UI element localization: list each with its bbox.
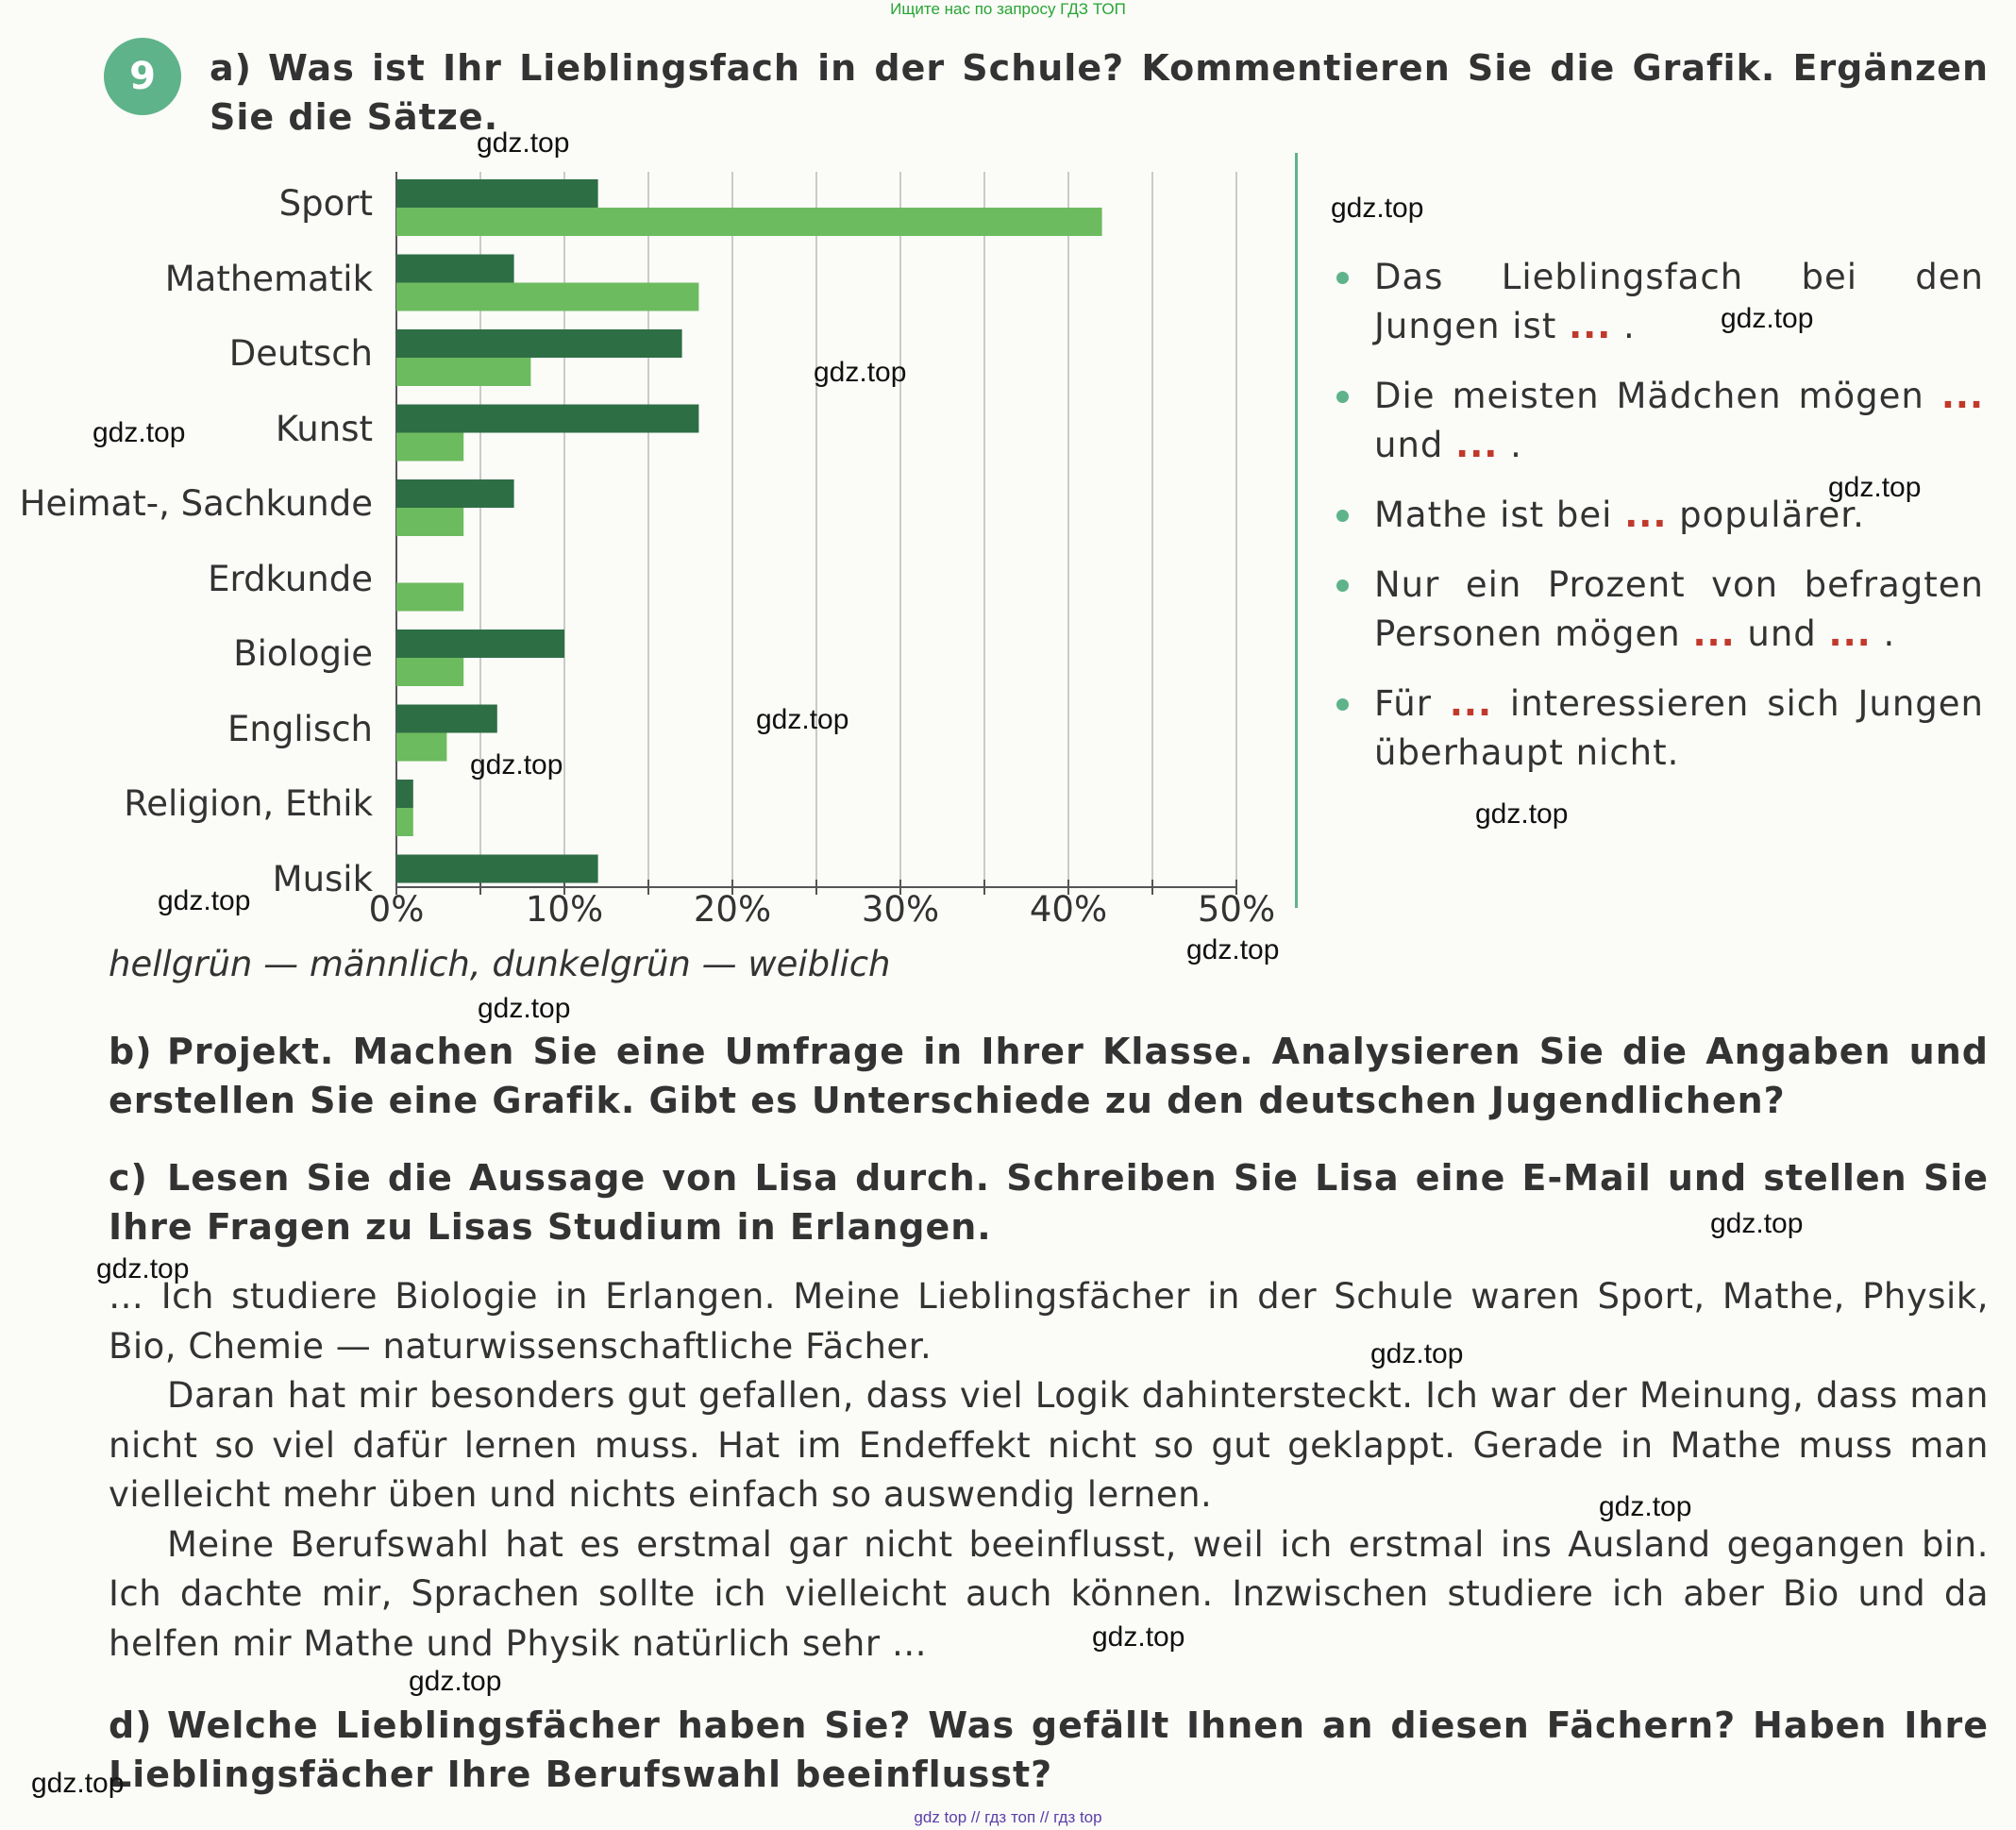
bar-female xyxy=(396,405,698,433)
bar-female xyxy=(396,855,598,883)
watermark: gdz.top xyxy=(1331,193,1424,224)
bullet-dot xyxy=(1336,391,1349,403)
bar-female xyxy=(396,630,564,658)
bar-chart xyxy=(0,0,1321,925)
bar-male xyxy=(396,583,463,612)
task-d-label: d) xyxy=(109,1704,153,1746)
task-c xyxy=(109,1153,1989,1251)
bullet-dot xyxy=(1336,698,1349,711)
gap-placeholder: ... xyxy=(1692,613,1736,654)
watermark: gdz.top xyxy=(409,1666,502,1697)
bar-female xyxy=(396,329,682,358)
x-tick-label: 0% xyxy=(368,889,425,930)
bar-male xyxy=(396,733,446,762)
task-b xyxy=(109,1027,1989,1125)
task-b-text: Projekt. Machen Sie eine Umfrage in Ihrer Klasse. Analysieren Sie die Angaben und erstellen Sie eine Grafik. Gibt es Unterschiede zu den deutschen Jugendlichen? xyxy=(109,1031,1989,1121)
gap-placeholder: ... xyxy=(1455,425,1499,465)
watermark: gdz.top xyxy=(478,993,571,1024)
task-a-label: a) xyxy=(210,47,253,89)
sentence-item xyxy=(1333,372,1984,470)
watermark: gdz.top xyxy=(756,704,849,735)
sentence-text: und xyxy=(1735,613,1829,654)
bar-female xyxy=(396,179,598,208)
sentence-text: und xyxy=(1374,425,1456,465)
lisa-paragraph: Daran hat mir besonders gut gefallen, dass viel Logik dahintersteckt. Ich war der Meinung, dass man nicht so viel dafür lernen muss. Hat im Endeffekt nicht so gut geklappt. Gerade in Mathe muss man vielleicht mehr üben und nichts einfach so auswendig lernen. xyxy=(109,1375,1989,1515)
bar-female xyxy=(396,705,497,733)
category-label: Erdkunde xyxy=(208,558,373,599)
watermark: gdz.top xyxy=(1710,1208,1804,1239)
task-d xyxy=(109,1701,1989,1799)
bar-male xyxy=(396,358,530,386)
category-label: Heimat-, Sachkunde xyxy=(19,483,373,524)
watermark: gdz.top xyxy=(1186,934,1280,965)
category-label: Deutsch xyxy=(228,333,373,374)
gap-placeholder: ... xyxy=(1940,376,1984,416)
sentence-list xyxy=(1333,253,1984,798)
sentence-text: Das Lieblingsfach bei den Jungen ist xyxy=(1374,257,1984,346)
watermark: gdz.top xyxy=(477,127,570,159)
gap-placeholder: ... xyxy=(1624,495,1668,535)
x-tick-label: 30% xyxy=(861,889,940,930)
sentence-text: . xyxy=(1871,613,1896,654)
watermark: gdz.top xyxy=(814,357,907,388)
task-a-text: Was ist Ihr Lieblingsfach in der Schule? Kommentieren Sie die Grafik. Ergänzen Sie die Sätze. xyxy=(210,47,1989,138)
sentence-item xyxy=(1333,561,1984,659)
bar-male xyxy=(396,808,413,836)
watermark: gdz.top xyxy=(470,749,563,781)
chart-legend: hellgrün — männlich, dunkelgrün — weiblich xyxy=(109,944,891,984)
bar-female xyxy=(396,479,514,508)
sentence-text: . xyxy=(1611,306,1636,346)
x-tick-label: 10% xyxy=(525,889,604,930)
watermark: gdz.top xyxy=(1828,472,1922,503)
task-d-text: Welche Lieblingsfächer haben Sie? Was gefällt Ihnen an diesen Fächern? Haben Ihre Lieblingsfächer Ihre Berufswahl beeinflusst? xyxy=(109,1704,1989,1795)
sentence-item xyxy=(1333,680,1984,778)
watermark: gdz.top xyxy=(31,1768,125,1799)
category-label: Musik xyxy=(272,858,373,899)
task-c-text: Lesen Sie die Aussage von Lisa durch. Schreiben Sie Lisa eine E-Mail und stellen Sie Ihre Fragen zu Lisas Studium in Erlangen. xyxy=(109,1157,1989,1248)
category-label: Mathematik xyxy=(164,258,373,299)
sentence-text: Nur ein Prozent von befragten Personen mögen xyxy=(1374,564,1984,654)
task-c-label: c) xyxy=(109,1157,148,1199)
lisa-text xyxy=(109,1272,1989,1669)
gap-placeholder: ... xyxy=(1828,613,1872,654)
task-b-label: b) xyxy=(109,1031,153,1072)
watermark: gdz.top xyxy=(96,1253,190,1284)
gap-placeholder: ... xyxy=(1449,683,1493,724)
x-tick-label: 40% xyxy=(1029,889,1108,930)
watermark: gdz.top xyxy=(1092,1621,1185,1653)
footer-note: gdz top // гдз топ // гдз top xyxy=(914,1808,1102,1826)
category-label: Religion, Ethik xyxy=(124,783,373,824)
sentence-text: Die meisten Mädchen mögen xyxy=(1374,376,1941,416)
category-label: Kunst xyxy=(275,408,373,449)
sentence-text: Mathe ist bei xyxy=(1374,495,1625,535)
sentence-text: populärer. xyxy=(1667,495,1865,535)
lisa-paragraph: … Ich studiere Biologie in Erlangen. Meine Lieblingsfächer in der Schule waren Sport, Mathe, Physik, Bio, Chemie — naturwissenschaftliche Fächer. xyxy=(109,1276,1989,1367)
sentence-item xyxy=(1333,253,1984,351)
bar-male xyxy=(396,283,698,311)
gap-placeholder: ... xyxy=(1569,306,1612,346)
watermark: gdz.top xyxy=(92,417,186,448)
bar-male xyxy=(396,508,463,536)
lisa-paragraph: Meine Berufswahl hat es erstmal gar nicht beeinflusst, weil ich erstmal ins Ausland gegangen bin. Ich dachte mir, Sprachen sollte ich vielleicht auch können. Inzwischen studiere ich aber Bio und da helfen mir Mathe und Physik natürlich sehr … xyxy=(109,1523,1989,1664)
sentence-text: interessieren sich Jungen überhaupt nicht. xyxy=(1374,683,1984,773)
bar-male xyxy=(396,208,1102,236)
divider-line xyxy=(1295,153,1298,908)
watermark: gdz.top xyxy=(1475,798,1569,830)
sentence-text: . xyxy=(1498,425,1522,465)
bar-male xyxy=(396,658,463,686)
bar-male xyxy=(396,433,463,462)
sentence-text: Für xyxy=(1374,683,1450,724)
bullet-dot xyxy=(1336,579,1349,592)
watermark: gdz.top xyxy=(1721,303,1814,334)
top-note: Ищите нас по запросу ГДЗ ТОП xyxy=(890,0,1126,18)
category-label: Biologie xyxy=(233,633,373,674)
task-number-badge: 9 xyxy=(104,38,181,115)
bar-female xyxy=(396,255,514,283)
watermark: gdz.top xyxy=(158,885,251,916)
x-tick-label: 20% xyxy=(693,889,772,930)
category-label: Sport xyxy=(278,183,373,224)
x-tick-label: 50% xyxy=(1197,889,1276,930)
watermark: gdz.top xyxy=(1370,1338,1464,1369)
bullet-dot xyxy=(1336,272,1349,284)
bullet-dot xyxy=(1336,510,1349,522)
bar-female xyxy=(396,780,413,808)
category-label: Englisch xyxy=(227,708,373,749)
watermark: gdz.top xyxy=(1599,1491,1692,1522)
